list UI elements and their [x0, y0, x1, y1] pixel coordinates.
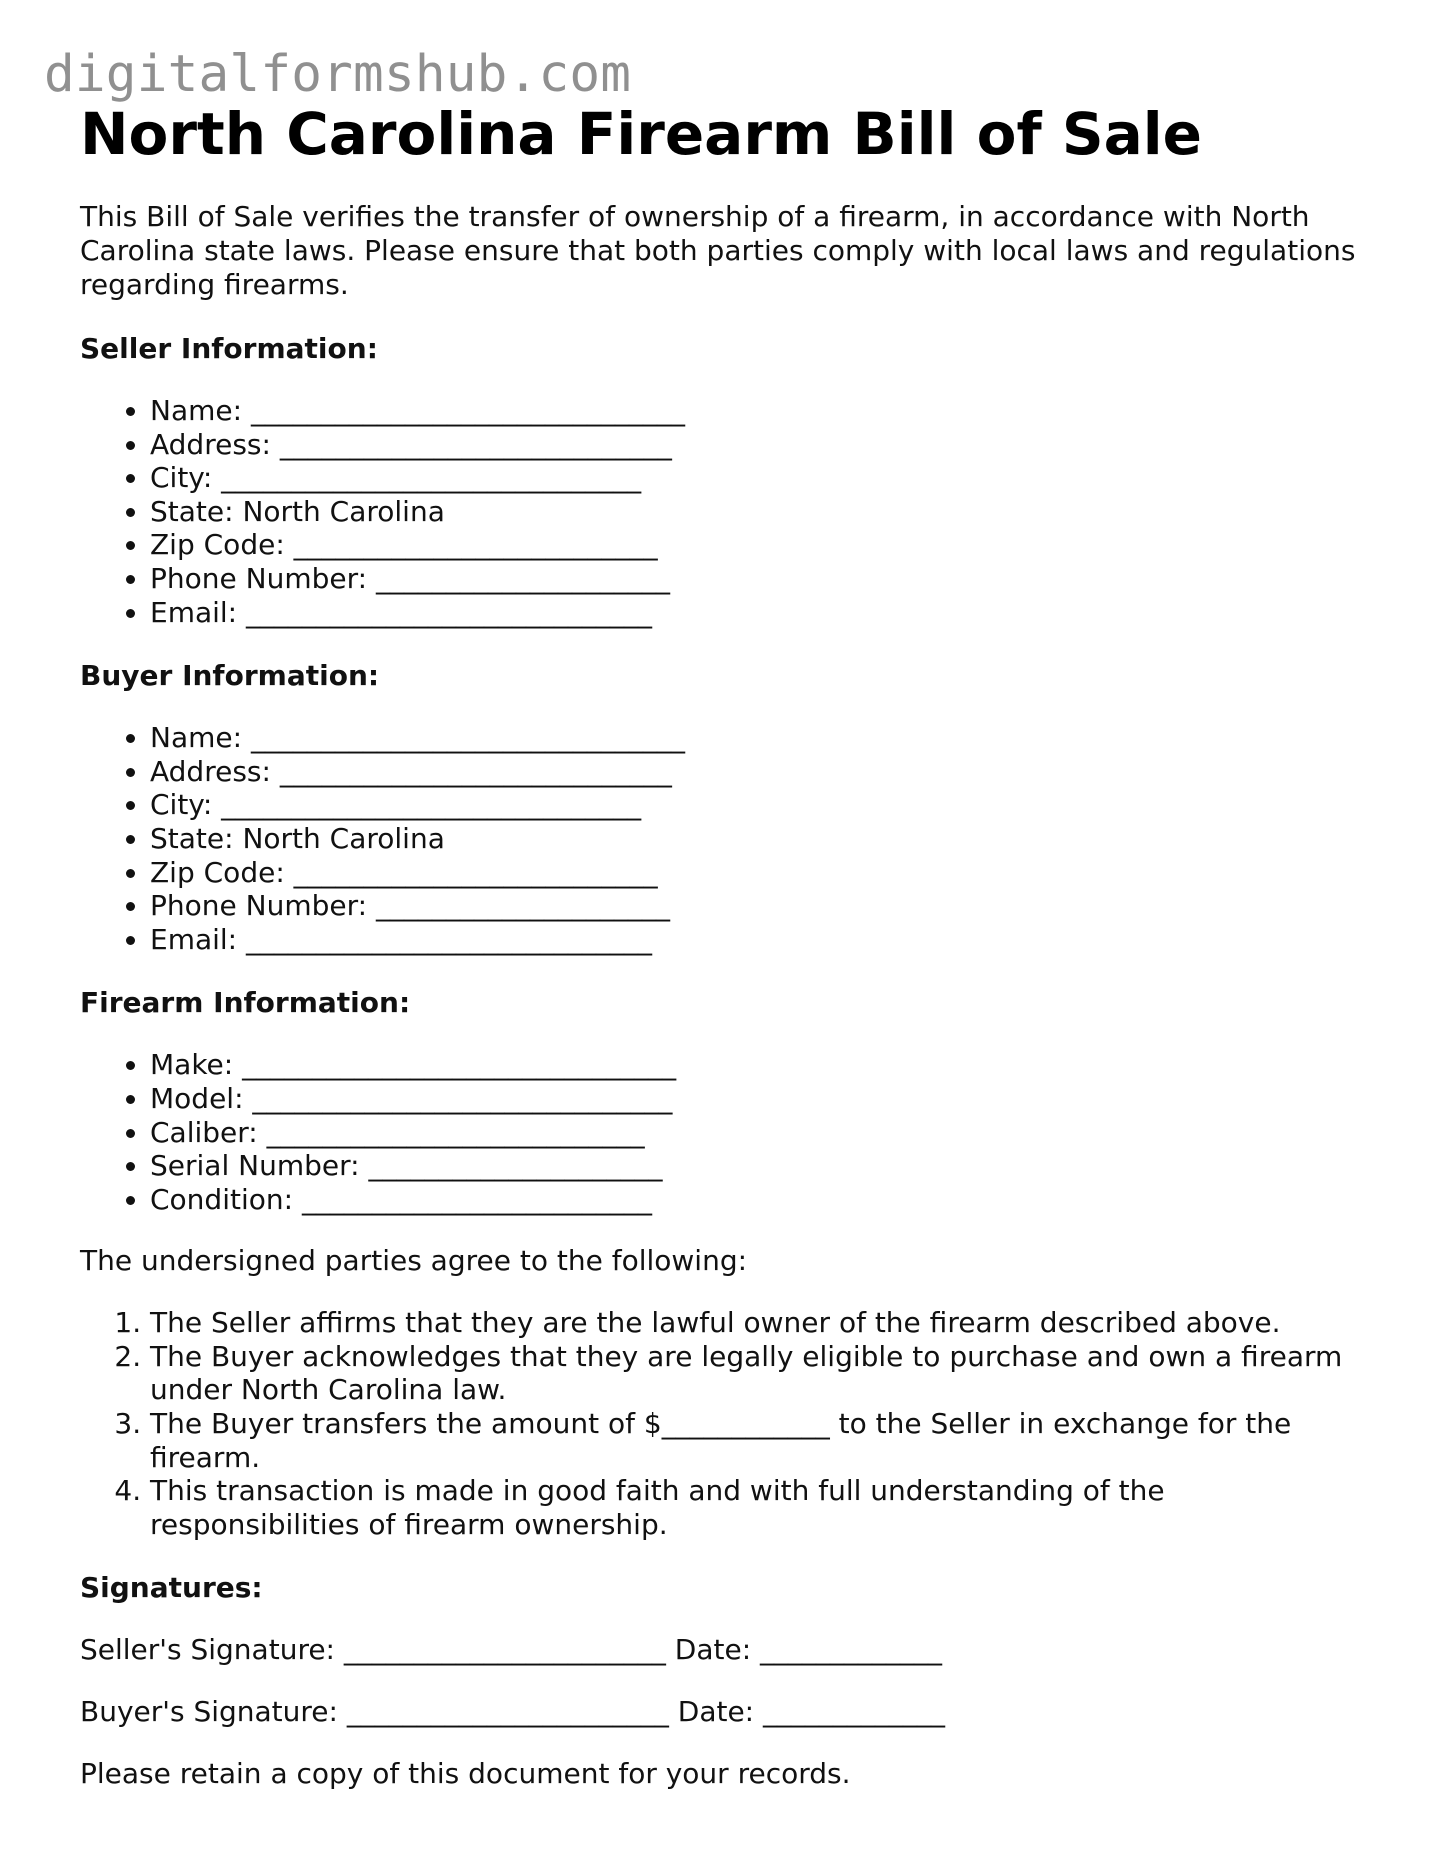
seller-state-field: • State: North Carolina: [150, 495, 1380, 529]
buyer-email-field: • Email: _____________________________: [150, 923, 1380, 957]
buyer-zip-field: • Zip Code: __________________________: [150, 856, 1380, 890]
seller-email-field: • Email: _____________________________: [150, 596, 1380, 630]
buyer-state-field: • State: North Carolina: [150, 822, 1380, 856]
buyer-section-heading: Buyer Information:: [80, 659, 380, 693]
seller-section-heading: Seller Information:: [80, 332, 378, 365]
document-body: [80, 96, 1380, 1791]
seller-signature-line: Seller's Signature: _______________________ Date: _____________: [80, 1633, 943, 1667]
agreement-term: 4. This transaction is made in good faith and with full understanding of the responsibilities of firearm ownership.: [150, 1474, 1380, 1541]
buyer-address-field: • Address: ____________________________: [150, 755, 1380, 789]
seller-address-field: • Address: ____________________________: [150, 428, 1380, 462]
firearm-model-field: • Model: ______________________________: [150, 1082, 1380, 1116]
intro-paragraph: This Bill of Sale verifies the transfer of ownership of a firearm, in accordance with North Carolina state laws. Please ensure that both parties comply with local laws and regulations regarding firearms.: [80, 200, 1356, 301]
seller-city-field: • City: ______________________________: [150, 461, 1380, 495]
seller-phone-field: • Phone Number: _____________________: [150, 562, 1380, 596]
agreement-intro: The undersigned parties agree to the following:: [80, 1244, 748, 1278]
buyer-city-field: • City: ______________________________: [150, 788, 1380, 822]
seller-name-field: • Name: _______________________________: [150, 394, 1380, 428]
agreement-term: 2. The Buyer acknowledges that they are legally eligible to purchase and own a firearm under North Carolina law.: [150, 1340, 1380, 1407]
firearm-condition-field: • Condition: _________________________: [150, 1183, 1380, 1217]
seller-info-list: [80, 394, 1380, 629]
signatures-heading: Signatures:: [80, 1571, 263, 1605]
document-title: North Carolina Firearm Bill of Sale: [80, 100, 1202, 168]
agreement-term: 1. The Seller affirms that they are the lawful owner of the firearm described above.: [150, 1306, 1380, 1340]
buyer-name-field: • Name: _______________________________: [150, 721, 1380, 755]
seller-zip-field: • Zip Code: __________________________: [150, 528, 1380, 562]
buyer-phone-field: • Phone Number: _____________________: [150, 889, 1380, 923]
buyer-signature-line: Buyer's Signature: _______________________ Date: _____________: [80, 1695, 946, 1729]
agreement-term: 3. The Buyer transfers the amount of $____________ to the Seller in exchange for the firearm.: [150, 1407, 1380, 1474]
firearm-info-list: [80, 1048, 1380, 1216]
firearm-serial-field: • Serial Number: _____________________: [150, 1149, 1380, 1183]
site-watermark: digitalformshub.com: [44, 45, 632, 104]
agreement-terms-list: [80, 1306, 1380, 1541]
firearm-section-heading: Firearm Information:: [80, 986, 411, 1020]
buyer-info-list: [80, 721, 1380, 956]
retain-copy-note: Please retain a copy of this document for your records.: [80, 1757, 851, 1791]
firearm-caliber-field: • Caliber: ___________________________: [150, 1116, 1380, 1150]
firearm-make-field: • Make: _______________________________: [150, 1048, 1380, 1082]
